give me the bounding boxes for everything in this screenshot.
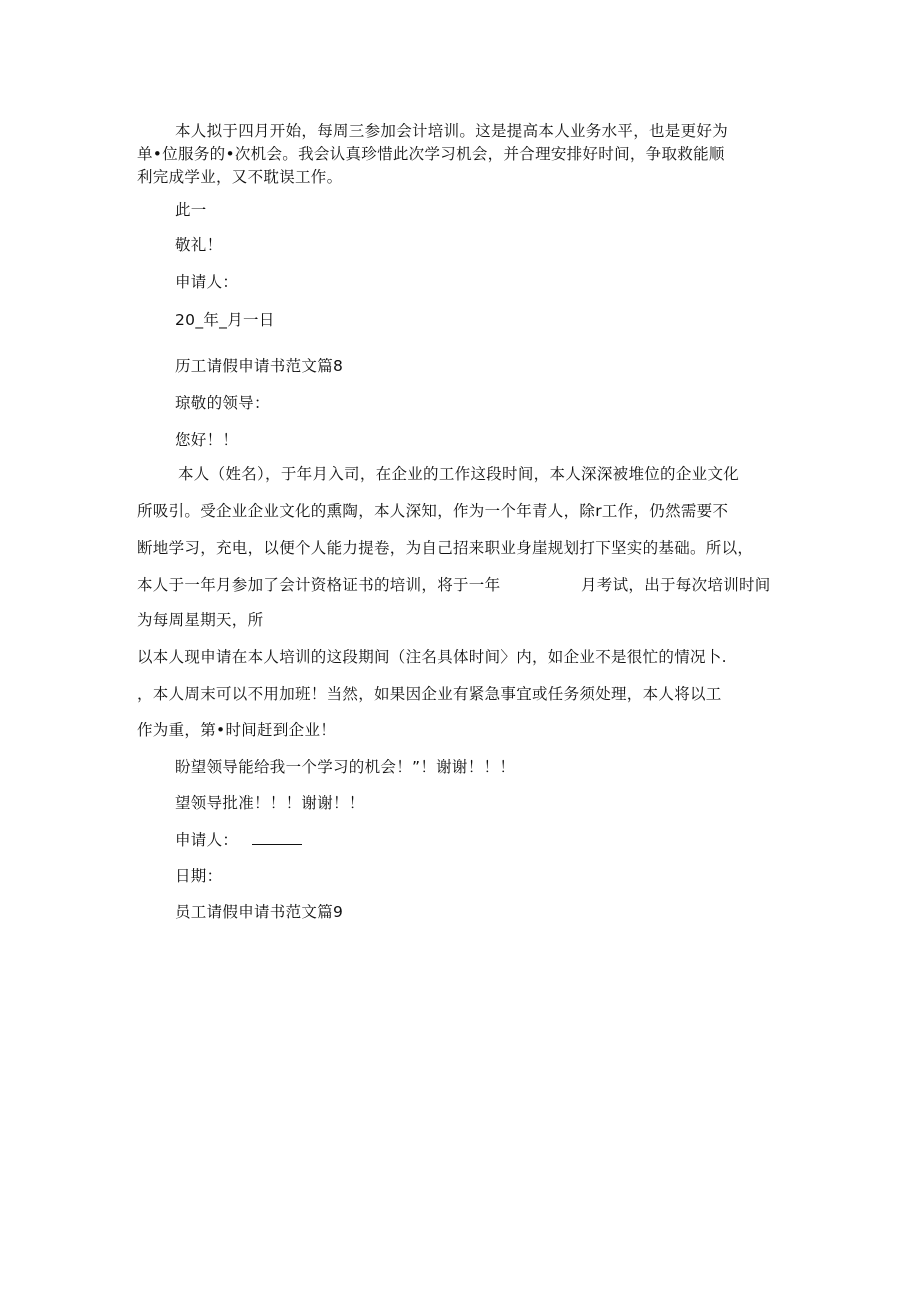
date-line-1: 20_年_月一日: [175, 311, 275, 329]
applicant-label-1: 申请人：: [175, 273, 239, 291]
signature-blank: [252, 830, 302, 845]
body-line-4a: 本人于一年月参加了会计资格证书的培训，将于一年: [137, 576, 501, 594]
body-line-4b: 月考试，出于每次培训时间: [581, 576, 771, 594]
closing-line-2: 敬礼！: [175, 236, 223, 254]
para-line-1: 本人拟于四月开始，每周三参加会计培训。这是提高本人业务水平，也是更好为: [175, 122, 729, 140]
heading-sample-8: 历工请假申请书范文篇8: [175, 357, 344, 375]
body-line-1: 本人（姓名），于年月入司，在企业的工作这段时间，本人深深被堆位的企业文化: [178, 465, 740, 483]
greeting: 您好！！: [175, 431, 239, 449]
approve-line: 望领导批准！！！谢谢！！: [175, 794, 365, 812]
para-line-3: 利完成学业，又不耽误工作。: [137, 168, 343, 186]
body-line-7: ，本人周末可以不用加班！当然，如果因企业有紧急事宜或任务须处理，本人将以工: [137, 685, 722, 703]
closing-line-1: 此一: [175, 201, 207, 219]
body-line-6: 以本人现申请在本人培训的这段期间（注名具体时间〉内，如企业不是很忙的情况卜.: [137, 648, 727, 666]
para-line-2: 单•位服务的•次机会。我会认真珍惜此次学习机会，并合理安排好时间，争取救能顺: [137, 145, 725, 163]
applicant-label-2-text: 申请人：: [175, 831, 239, 849]
body-line-5: 为每周星期天，所: [137, 611, 264, 629]
body-line-3: 断地学习，充电，以便个人能力提卷，为自己招来职业身崖规划打下坚实的基础。所以，: [137, 539, 754, 557]
salutation: 琼敬的领导：: [175, 394, 270, 412]
hope-line: 盼望领导能给我一个学习的机会！”！谢谢！！！: [175, 758, 516, 776]
body-line-8: 作为重，第•时间赶到企业！: [137, 721, 337, 739]
date-label-2: 日期：: [175, 867, 223, 885]
applicant-label-2: [175, 830, 302, 850]
body-line-2: 所吸引。受企业企业文化的熏陶，本人深知，作为一个年青人，除r工作，仍然需要不: [137, 502, 729, 520]
heading-sample-9: 员工请假申请书范文篇9: [175, 903, 344, 921]
